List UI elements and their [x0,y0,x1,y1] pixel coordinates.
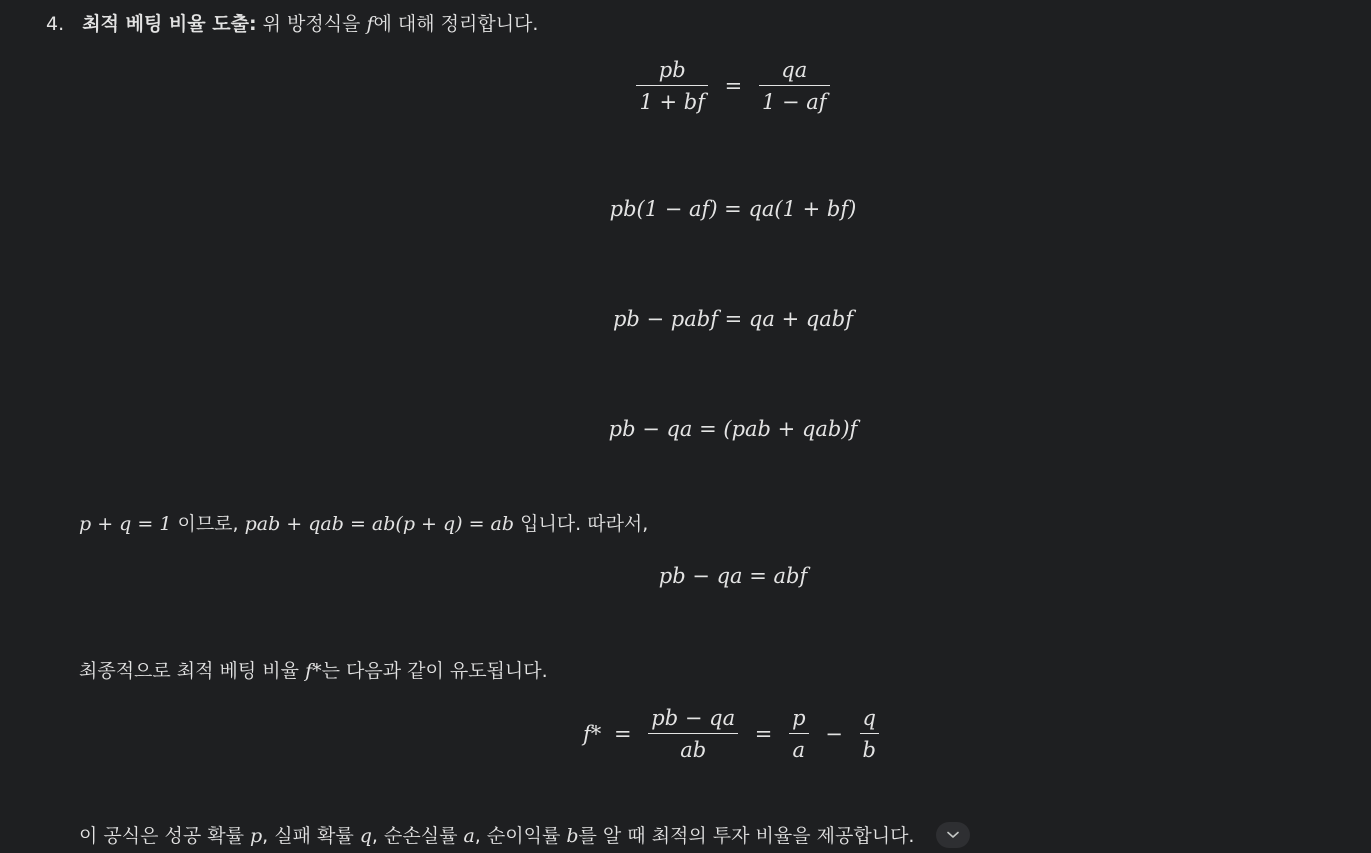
eq6-f2-numerator: p [789,706,808,734]
final-intro [79,656,548,683]
summary-t1: 이 공식은 성공 확률 [79,825,250,847]
eq1-rhs-denominator: 1 − af [761,90,827,114]
eq6-f3-denominator: b [862,738,876,762]
equation-1 [0,58,1371,114]
equation-2: pb(1 − af) = qa(1 + bf) [609,197,857,221]
equation-5: pb − qa = abf [658,564,808,588]
eq6-f2-denominator: a [792,738,806,762]
summary-t5: 를 알 때 최적의 투자 비율을 제공합니다. [578,825,915,847]
chevron-down-icon [947,831,959,839]
summary-t3: , 순손실률 [371,825,464,847]
final-intro-text-1: 최종적으로 최적 베팅 비율 [79,660,306,682]
eq6-equals-1: = [614,722,632,746]
step-title: 최적 베팅 비율 도출: [82,13,257,35]
step-text-before: 위 방정식을 [262,13,361,35]
step-text-after: 에 대해 정리합니다. [373,13,539,35]
summary-a: a [463,825,475,847]
eq6-fraction-3 [860,706,879,762]
summary-line [79,821,914,848]
summary-t4: , 순이익률 [474,825,567,847]
expand-button[interactable] [936,822,970,848]
eq6-equals-2: = [754,722,773,746]
eq1-lhs-fraction [636,58,708,114]
equation-6 [0,706,1371,762]
step-var: f [366,13,374,35]
eq1-rhs-fraction [759,58,830,114]
note-text-2: 입니다. 따라서, [514,513,649,535]
final-intro-text-2: 는 다음과 같이 유도됩니다. [321,660,548,682]
final-intro-math: f* [305,660,322,682]
eq1-lhs-numerator: pb [636,58,708,86]
note-text-1: 이므로, [171,513,245,535]
eq1-equals: = [724,74,743,98]
eq1-lhs-denominator: 1 + bf [639,90,705,114]
eq6-minus: − [825,722,843,746]
step-heading [46,9,538,36]
summary-b: b [566,825,579,847]
eq1-rhs-numerator: qa [759,58,830,86]
summary-t2: , 실패 확률 [262,825,360,847]
equation-3: pb − pabf = qa + qabf [612,307,854,331]
note-math-1: p + q = 1 [79,513,172,535]
eq6-lhs: f* [583,722,602,746]
eq6-fraction-2 [789,706,808,762]
summary-p: p [250,825,263,847]
step-number: 4. [46,13,65,35]
eq6-fraction-1 [648,706,738,762]
eq6-f1-denominator: ab [680,738,707,762]
summary-q: q [359,825,372,847]
eq6-f3-numerator: q [860,706,879,734]
eq6-f1-numerator: pb − qa [648,706,738,734]
note-line [79,509,648,536]
note-math-2: pab + qab = ab(p + q) = ab [244,513,515,535]
equation-4: pb − qa = (pab + qab)f [608,417,858,441]
